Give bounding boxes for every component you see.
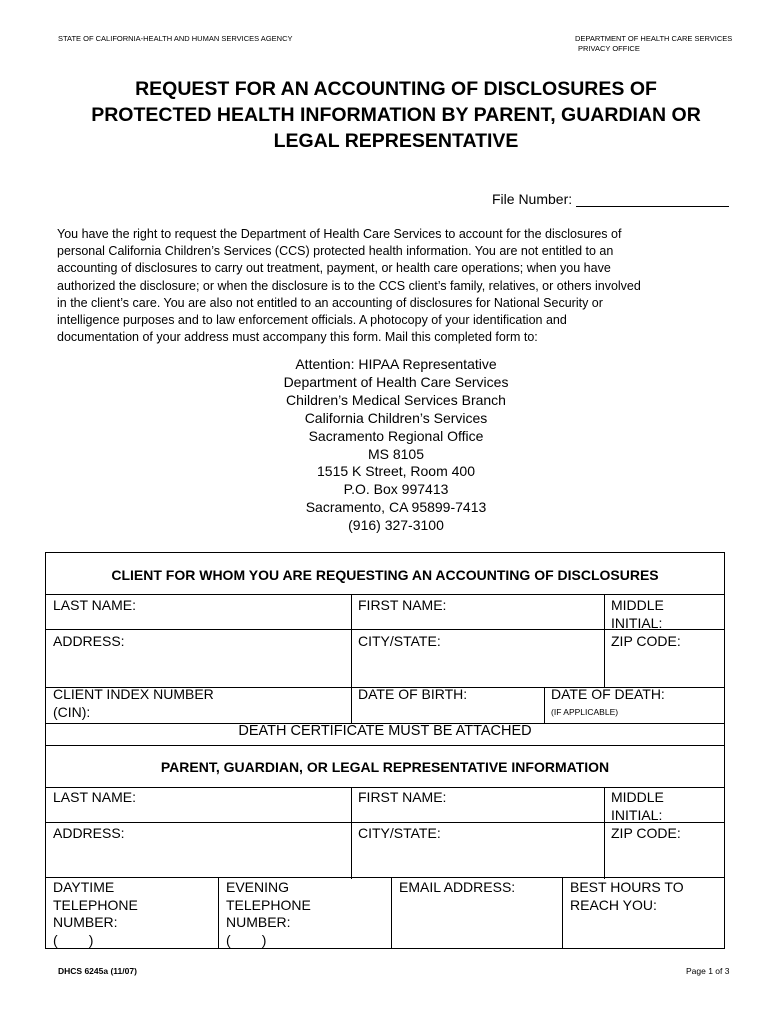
divider <box>351 787 352 879</box>
guardian-middle-initial-field[interactable] <box>611 789 664 824</box>
daytime-label: DAYTIME <box>53 879 115 895</box>
death-certificate-notice: DEATH CERTIFICATE MUST BE ATTACHED <box>238 723 532 739</box>
guardian-last-name-field[interactable]: LAST NAME: <box>53 789 136 805</box>
divider <box>604 594 605 687</box>
daytime-telephone-field[interactable] <box>53 879 138 949</box>
divider <box>544 687 545 723</box>
area-code-placeholder: ( ) <box>226 931 267 948</box>
address-line: Department of Health Care Services <box>283 373 509 390</box>
address-line: MS 8105 <box>367 445 425 462</box>
area-code-placeholder: ( ) <box>53 931 94 948</box>
file-number-label: File Number: <box>492 191 573 207</box>
number-label: NUMBER: <box>53 914 118 930</box>
middle-label: MIDDLE <box>611 789 664 805</box>
file-number-row <box>492 191 729 207</box>
request-form-table <box>45 552 725 949</box>
best-hours-label: BEST HOURS TO <box>570 879 684 895</box>
address-line: 1515 K Street, Room 400 <box>317 463 475 480</box>
address-line: Attention: HIPAA Representative <box>295 356 497 372</box>
divider <box>218 877 219 948</box>
client-city-state-field[interactable]: CITY/STATE: <box>358 633 441 649</box>
client-section-heading: CLIENT FOR WHOM YOU ARE REQUESTING AN ACCOUNTING OF DISCLOSURES <box>111 567 659 583</box>
department-name: DEPARTMENT OF HEALTH CARE SERVICES <box>575 34 733 43</box>
cin-label: CLIENT INDEX NUMBER <box>53 686 214 702</box>
initial-label: INITIAL: <box>611 614 663 631</box>
divider <box>46 787 724 788</box>
agency-header: STATE OF CALIFORNIA-HEALTH AND HUMAN SERVICES AGENCY <box>58 34 293 43</box>
email-address-field[interactable]: EMAIL ADDRESS: <box>399 879 516 895</box>
best-hours-field[interactable] <box>570 879 684 914</box>
file-number-field[interactable] <box>576 192 729 207</box>
reach-you-label: REACH YOU: <box>570 896 657 913</box>
divider <box>46 822 724 823</box>
page-number: Page 1 of 3 <box>686 966 730 976</box>
middle-label: MIDDLE <box>611 597 664 613</box>
divider <box>46 877 724 878</box>
divider <box>562 877 563 948</box>
intro-line: personal California Children’s Services (CCS) protected health information. You are not entitled to an <box>57 244 614 259</box>
evening-telephone-field[interactable] <box>226 879 311 949</box>
divider <box>351 687 352 723</box>
if-applicable-note: (IF APPLICABLE) <box>551 706 619 717</box>
address-line: California Children’s Services <box>304 409 488 426</box>
form-title <box>40 76 752 154</box>
intro-line: authorized the disclosure; or when the disclosure is to the CCS client’s family, relatives, or others involved <box>57 278 641 293</box>
divider <box>351 594 352 687</box>
client-first-name-field[interactable]: FIRST NAME: <box>358 597 447 613</box>
client-cin-field[interactable] <box>53 686 214 721</box>
client-zip-code-field[interactable]: ZIP CODE: <box>611 633 681 649</box>
divider <box>604 787 605 879</box>
address-line: P.O. Box 997413 <box>343 481 449 498</box>
cin-abbrev-label: (CIN): <box>53 703 91 720</box>
guardian-first-name-field[interactable]: FIRST NAME: <box>358 789 447 805</box>
intro-line: intelligence purposes and to law enforcement officials. A photocopy of your identification and <box>57 313 567 328</box>
form-title-line: LEGAL REPRESENTATIVE <box>273 130 519 152</box>
office-name: PRIVACY OFFICE <box>578 44 640 53</box>
intro-line: documentation of your address must accompany this form. Mail this completed form to: <box>57 330 538 345</box>
initial-label: INITIAL: <box>611 806 663 823</box>
guardian-zip-code-field[interactable]: ZIP CODE: <box>611 825 681 841</box>
guardian-address-field[interactable]: ADDRESS: <box>53 825 125 841</box>
evening-label: EVENING <box>226 879 290 895</box>
divider <box>46 594 724 595</box>
address-line: Sacramento, CA 95899-7413 <box>305 499 487 516</box>
date-of-death-label: DATE OF DEATH: <box>551 686 665 702</box>
intro-line: You have the right to request the Department of Health Care Services to account for the disclosures of <box>57 227 622 241</box>
department-header <box>575 34 732 54</box>
mailing-address <box>196 356 596 535</box>
divider <box>46 629 724 630</box>
telephone-label: TELEPHONE <box>226 896 311 913</box>
telephone-label: TELEPHONE <box>53 896 138 913</box>
address-line: Sacramento Regional Office <box>308 427 484 444</box>
client-last-name-field[interactable]: LAST NAME: <box>53 597 136 613</box>
guardian-city-state-field[interactable]: CITY/STATE: <box>358 825 441 841</box>
intro-line: in the client’s care. You are also not entitled to an accounting of disclosures for National Security or <box>57 295 603 310</box>
address-line: Children’s Medical Services Branch <box>286 391 506 408</box>
client-address-field[interactable]: ADDRESS: <box>53 633 125 649</box>
intro-paragraph <box>57 226 717 346</box>
client-date-of-death-field[interactable] <box>551 686 665 721</box>
number-label: NUMBER: <box>226 914 291 930</box>
intro-line: accounting of disclosures to carry out treatment, payment, or health care operations; when you have <box>57 261 611 276</box>
guardian-section-heading: PARENT, GUARDIAN, OR LEGAL REPRESENTATIVE INFORMATION <box>160 759 610 775</box>
client-date-of-birth-field[interactable]: DATE OF BIRTH: <box>358 686 468 702</box>
form-title-line: PROTECTED HEALTH INFORMATION BY PARENT, GUARDIAN OR <box>91 104 701 126</box>
client-middle-initial-field[interactable] <box>611 597 664 632</box>
form-title-line: REQUEST FOR AN ACCOUNTING OF DISCLOSURES OF <box>135 78 657 100</box>
form-id: DHCS 6245a (11/07) <box>58 966 137 976</box>
divider <box>46 745 724 746</box>
divider <box>391 877 392 948</box>
address-line: (916) 327-3100 <box>348 517 444 534</box>
